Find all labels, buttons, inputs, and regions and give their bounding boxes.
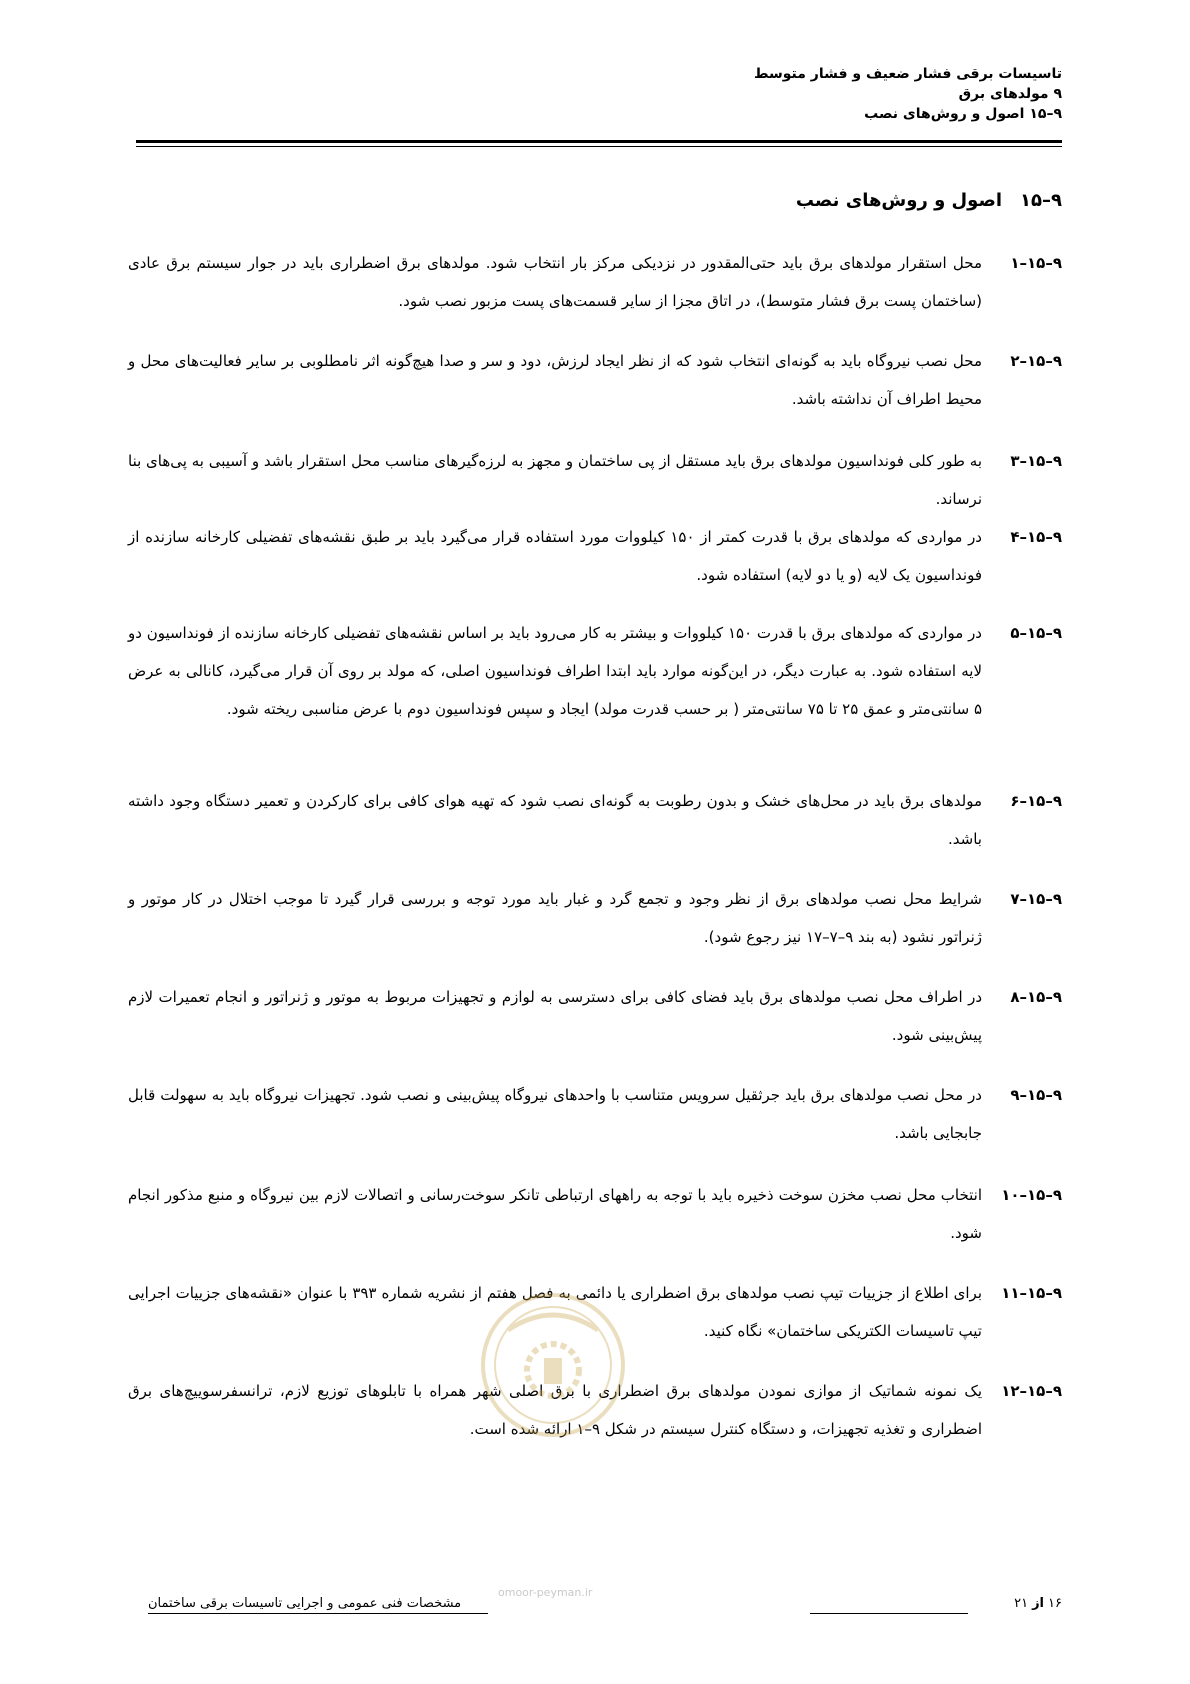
- section-heading: [128, 190, 1062, 211]
- clause-number: ۹–۱۵–۱۱: [1001, 1284, 1062, 1302]
- page-of: از: [1032, 1596, 1045, 1611]
- section-number: ۹–۱۵: [1020, 190, 1062, 211]
- clause-7: [128, 880, 1062, 956]
- clause-text: شرایط محل نصب مولدهای برق از نظر وجود و تجمع گرد و غبار باید مورد توجه و بررسی قرار گیرد تا موجب اختلال در کار موتور و ژنراتور نشود (به بند ۹–۷–۱۷ نیز رجوع شود).: [128, 890, 982, 946]
- header-book-title: تاسیسات برقی فشار ضعیف و فشار متوسط: [753, 66, 1062, 82]
- clause-text: محل نصب نیروگاه باید به گونه‌ای انتخاب شود که از نظر ایجاد لرزش، دود و سر و صدا هیچ‌گونه اثر نامطلوبی بر سایر فعالیت‌های محل و محیط اطراف آن نداشته باشد.: [128, 352, 982, 408]
- clause-text: در محل نصب مولدهای برق باید جرثقیل سرویس متناسب با واحدهای نیروگاه پیش‌بینی و نصب شود. تجهیزات نیروگاه باید به سهولت قابل جابجایی باشد.: [128, 1086, 982, 1142]
- clause-number: ۹–۱۵–۷: [1010, 890, 1062, 908]
- clause-11: [128, 1274, 1062, 1350]
- clause-text: مولدهای برق باید در محل‌های خشک و بدون رطوبت به گونه‌ای نصب شود که تهیه هوای کافی برای کارکردن و تعمیر دستگاه وجود داشته باشد.: [128, 792, 982, 848]
- watermark-url: omoor-peyman.ir: [498, 1586, 593, 1599]
- header-chapter: ۹ مولدهای برق: [958, 86, 1062, 102]
- clause-6: [128, 782, 1062, 858]
- clause-2: [128, 342, 1062, 418]
- clause-text: برای اطلاع از جزییات تیپ نصب مولدهای برق اضطراری یا دائمی به فصل هفتم از نشریه شماره ۳۹۳ با عنوان «نقشه‌های جزییات اجرایی تیپ تاسیسات الکتریکی ساختمان» نگاه کنید.: [128, 1284, 982, 1340]
- clause-number: ۹–۱۵–۵: [1010, 624, 1062, 642]
- clause-number: ۹–۱۵–۱۰: [1001, 1186, 1062, 1204]
- clause-number: ۹–۱۵–۴: [1010, 528, 1062, 546]
- clause-text: محل استقرار مولدهای برق باید حتی‌المقدور در نزدیکی مرکز بار انتخاب شود. مولدهای برق اضطراری باید در جوار سیستم برق عادی (ساختمان پست برق فشار متوسط)، در اتاق مجزا از سایر قسمت‌های پست مزبور نصب شود.: [128, 254, 982, 310]
- footer-rule-right: [810, 1613, 968, 1614]
- clause-8: [128, 978, 1062, 1054]
- clause-text: در مواردی که مولدهای برق با قدرت کمتر از ۱۵۰ کیلووات مورد استفاده قرار می‌گیرد باید بر طبق نقشه‌های تفضیلی کارخانه سازنده از فونداسیون یک لایه (و یا دو لایه) استفاده شود.: [128, 528, 982, 584]
- clause-number: ۹–۱۵–۳: [1010, 452, 1062, 470]
- clause-number: ۹–۱۵–۱۲: [1001, 1382, 1062, 1400]
- page-current: ۱۶: [1048, 1596, 1062, 1611]
- footer-publication-title: مشخصات فنی عمومی و اجرایی تاسیسات برقی ساختمان: [148, 1596, 462, 1611]
- clause-text: انتخاب محل نصب مخزن سوخت ذخیره باید با توجه به راههای ارتباطی تانکر سوخت‌رسانی و اتصالات لازم بین نیروگاه و منبع مذکور انجام شود.: [128, 1186, 982, 1242]
- header-rule-thin: [136, 146, 1062, 147]
- clause-9: [128, 1076, 1062, 1152]
- clause-1: [128, 244, 1062, 320]
- clause-10: [128, 1176, 1062, 1252]
- running-header: [128, 64, 1062, 124]
- clause-text: به طور کلی فونداسیون مولدهای برق باید مستقل از پی ساختمان و مجهز به لرزه‌گیرهای مناسب محل استقرار باشد و آسیبی به پی‌های بنا نرساند.: [128, 452, 982, 508]
- footer-rule-left: [148, 1613, 488, 1614]
- clause-12: [128, 1372, 1062, 1448]
- page-total: ۲۱: [1014, 1596, 1029, 1611]
- clause-number: ۹–۱۵–۸: [1010, 988, 1062, 1006]
- clause-number: ۹–۱۵–۱: [1010, 254, 1062, 272]
- clause-4: [128, 518, 1062, 594]
- clause-text: در اطراف محل نصب مولدهای برق باید فضای کافی برای دسترسی به لوازم و تجهیزات مربوط به موتور و ژنراتور و انجام تعمیرات لازم پیش‌بینی شود.: [128, 988, 982, 1044]
- clause-text: یک نمونه شماتیک از موازی نمودن مولدهای برق اضطراری با برق اصلی شهر همراه با تابلوهای توزیع لازم، ترانسفرسوییچ‌های برق اضطراری و تغذیه تجهیزات، و دستگاه کنترل سیستم در شکل ۹–۱ ارائه شده است.: [128, 1382, 982, 1438]
- clause-number: ۹–۱۵–۶: [1010, 792, 1062, 810]
- clause-number: ۹–۱۵–۹: [1010, 1086, 1062, 1104]
- header-rule-thick: [136, 140, 1062, 143]
- clause-3: [128, 442, 1062, 518]
- section-title: اصول و روش‌های نصب: [795, 190, 1003, 211]
- page-number: [1014, 1596, 1062, 1611]
- clause-5: [128, 614, 1062, 728]
- clause-number: ۹–۱۵–۲: [1010, 352, 1062, 370]
- header-section: ۹–۱۵ اصول و روش‌های نصب: [864, 106, 1062, 122]
- clause-text: در مواردی که مولدهای برق با قدرت ۱۵۰ کیلووات و بیشتر به کار می‌رود باید بر اساس نقشه‌های تفضیلی کارخانه سازنده از فونداسیون دو لایه استفاده شود. به عبارت دیگر، در این‌گونه موارد باید ابتدا اطراف فونداسیون اصلی، که مولد بر روی آن قرار می‌گیرد، کانالی به عرض ۵ سانتی‌متر و عمق ۲۵ تا ۷۵ سانتی‌متر ( بر حسب قدرت مولد) ایجاد و سپس فونداسیون دوم با عرض مناسبی ریخته شود.: [128, 624, 982, 718]
